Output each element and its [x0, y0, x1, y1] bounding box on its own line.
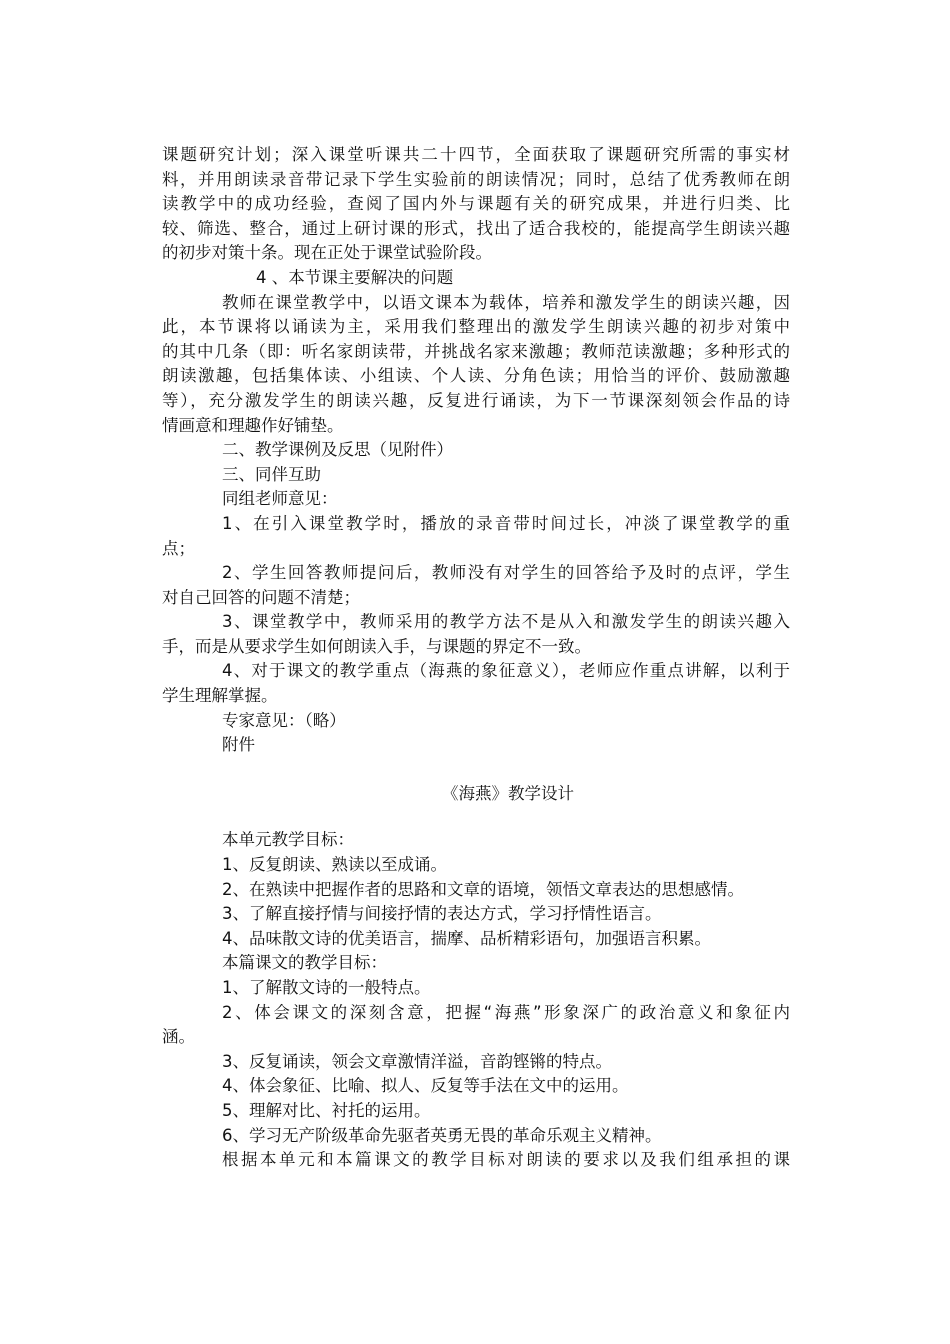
text-line: 较、筛选、整合，通过上研讨课的形式，找出了适合我校的，能提高学生朗读兴趣	[162, 218, 790, 238]
lesson-goal-item: 4、体会象征、比喻、拟人、反复等手法在文中的运用。	[222, 1076, 629, 1096]
text-line: 涵。	[162, 1027, 195, 1047]
text-line: 2、学生回答教师提问后，教师没有对学生的回答给予及时的点评，学生	[222, 563, 790, 583]
peer-opinion-3	[162, 610, 790, 659]
lesson-goal-item	[162, 1001, 790, 1050]
section-heading-4: 4 、本节课主要解决的问题	[256, 267, 454, 287]
text-line: 1、在引入课堂教学时，播放的录音带时间过长，冲淡了课堂教学的重	[222, 513, 790, 533]
text-line: 4、对于课文的教学重点（海燕的象征意义），老师应作重点讲解，以利于	[222, 661, 790, 681]
text-line: 读教学中的成功经验，查阅了国内外与课题有关的研究成果，并进行归类、比	[162, 194, 790, 214]
closing-line: 根据本单元和本篇课文的教学目标对朗读的要求以及我们组承担的课	[222, 1150, 790, 1170]
lesson-goal-item: 1、了解散文诗的一般特点。	[222, 978, 431, 997]
lesson-goals-label: 本篇课文的教学目标：	[222, 953, 387, 973]
text-line: 3、课堂教学中，教师采用的教学方法不是从入和激发学生的朗读兴趣入	[222, 612, 790, 632]
text-line: 的初步对策十条。现在正处于课堂试验阶段。	[162, 243, 492, 263]
text-line: 教师在课堂教学中，以语文课本为载体，培养和激发学生的朗读兴趣，因	[222, 292, 790, 312]
spacer	[162, 758, 790, 782]
unit-goal-item: 4、品味散文诗的优美语言，揣摩、品析精彩语句，加强语言积累。	[222, 928, 711, 948]
text-line: 此，本节课将以诵读为主，采用我们整理出的激发学生朗读兴趣的初步对策中	[162, 317, 790, 337]
peer-opinion-label: 同组老师意见：	[222, 489, 338, 509]
attachment-label: 附件	[222, 735, 255, 755]
section-heading-2: 二、教学课例及反思（见附件）	[222, 440, 453, 460]
unit-goal-item: 2、在熟读中把握作者的思路和文章的语境，领悟文章表达的思想感情。	[222, 879, 744, 899]
text-line: 手，而是从要求学生如何朗读入手，与课题的界定不一致。	[162, 636, 591, 656]
text-line: 料，并用朗读录音带记录下学生实验前的朗读情况；同时，总结了优秀教师在朗	[162, 169, 790, 189]
problem-paragraph	[162, 291, 790, 439]
text-line: 的其中几条（即：听名家朗读带，并挑战名家来激趣；教师范读激趣；多种形式的	[162, 341, 790, 361]
text-line: 朗读激趣，包括集体读、小组读、个人读、分角色读；用恰当的评价、鼓励激趣	[162, 366, 790, 386]
text-line: 2、体会课文的深刻含意，把握“海燕”形象深广的政治意义和象征内	[222, 1002, 790, 1022]
lesson-goal-item: 3、反复诵读，领会文章激情洋溢，音韵铿锵的特点。	[222, 1051, 612, 1071]
text-line: 等），充分激发学生的朗读兴趣，反复进行诵读，为下一节课深刻领会作品的诗	[162, 390, 790, 410]
spacer	[162, 806, 790, 828]
expert-opinion: 专家意见：（略）	[222, 710, 346, 730]
peer-opinion-1	[162, 512, 790, 561]
text-line: 学生理解掌握。	[162, 686, 278, 706]
document-page	[162, 143, 790, 1173]
unit-goal-item: 3、了解直接抒情与间接抒情的表达方式，学习抒情性语言。	[222, 904, 662, 924]
intro-paragraph	[162, 143, 790, 266]
design-title: 《海燕》教学设计	[442, 783, 574, 803]
unit-goals-label: 本单元教学目标：	[222, 830, 354, 850]
lesson-goal-item: 5、理解对比、衬托的运用。	[222, 1100, 431, 1120]
text-line: 点；	[162, 538, 195, 558]
peer-opinion-4	[162, 659, 790, 708]
text-line: 课题研究计划；深入课堂听课共二十四节，全面获取了课题研究所需的事实材	[162, 145, 790, 164]
text-line: 情画意和理趣作好铺垫。	[162, 415, 344, 435]
text-line: 对自己回答的问题不清楚；	[162, 587, 360, 607]
section-heading-3: 三、同伴互助	[222, 464, 321, 484]
unit-goal-item: 1、反复朗读、熟读以至成诵。	[222, 855, 447, 875]
lesson-goal-item: 6、学习无产阶级革命先驱者英勇无畏的革命乐观主义精神。	[222, 1125, 662, 1145]
peer-opinion-2	[162, 561, 790, 610]
